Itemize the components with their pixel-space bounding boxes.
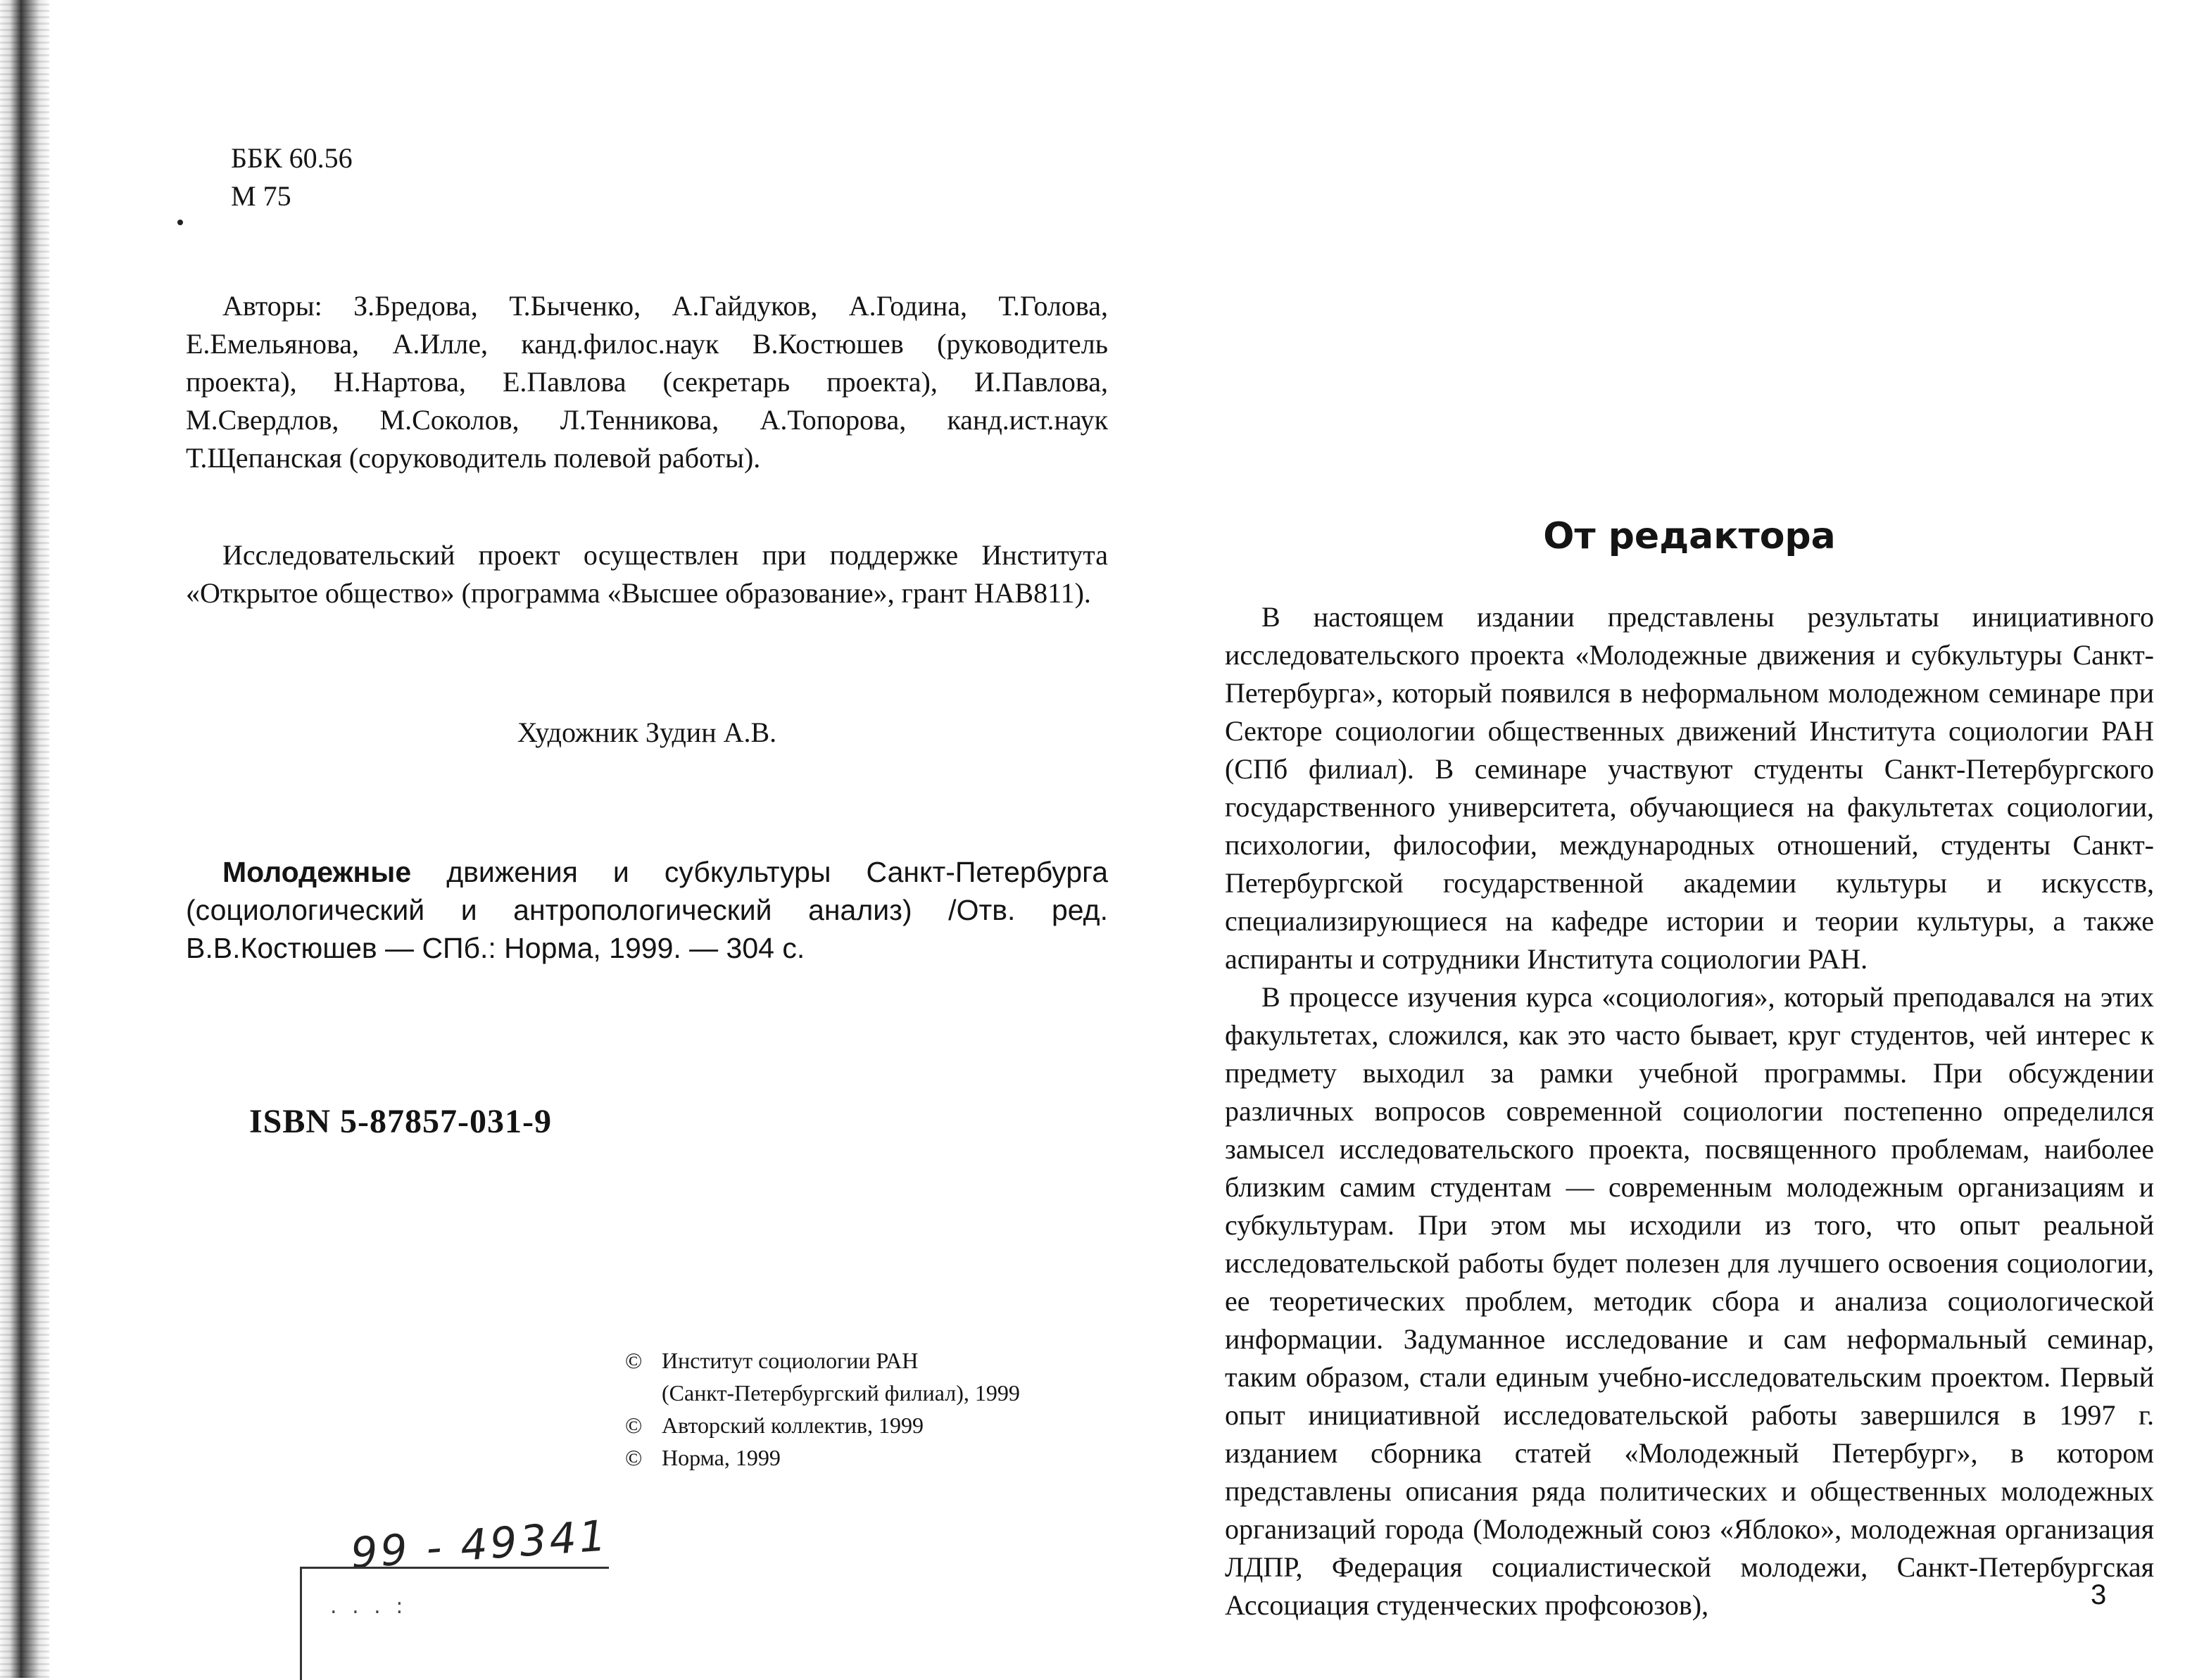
isbn: ISBN 5-87857-031-9 [249,1103,553,1140]
authors-list: Авторы: З.Бредова, Т.Быченко, А.Гайдуков, А.Година, Т.Голова, Е.Емельянова, А.Илле, канд.филос.наук В.Костюшев (руководитель проекта), Н.Нартова, Е.Павлова (секретарь проекта), И.Павлова, М.Свердлов, М.Соколов, Л.Тенникова, А.Топорова, канд.ист.наук Т.Щепанская (соруководитель полевой работы). [186,290,1108,474]
copyright-symbol: © [625,1413,643,1438]
copyright-line-publisher: Норма, 1999 [662,1445,781,1470]
library-stamp [300,1567,609,1680]
page-number: 3 [2091,1579,2107,1610]
copyright-block [625,1344,1020,1474]
project-support-note: Исследовательский проект осуществлен при поддержке Института «Открытое общество» (программа «Высшее образование», грант HAB811). [186,539,1108,609]
copyright-line-institute: Институт социологии РАН [662,1348,919,1373]
bbk-code: ББК 60.56 [231,142,353,174]
bibliographic-record [186,853,1108,967]
copyright-line-institute-cont: (Санкт-Петербургский филиал), 1999 [662,1380,1020,1406]
biblio-rest: движения и субкультуры Санкт-Петербурга (социологический и антропологический анализ) /Отв. ред. В.В.Костюшев — СПб.: Норма, 1999. — 304 с. [186,856,1108,964]
copyright-symbol: © [625,1348,643,1373]
copyright-symbol: © [625,1445,643,1470]
book-binding-edge [0,0,49,1678]
stamp-marks: . . . : [330,1594,408,1619]
author-mark: М 75 [231,180,291,212]
artist-credit: Художник Зудин А.В. [517,716,777,748]
section-title: От редактора [1543,515,1836,557]
handwritten-inventory-number: 99 - 49341 [349,1511,611,1579]
print-dot [177,220,183,225]
biblio-title-word: Молодежные [222,856,412,888]
foreword-paragraph-2: В процессе изучения курса «социология», который преподавался на этих факультетах, сложился, как это часто бывает, круг студентов, чей интерес к предмету выходил за рамки учебной программы. При обсуждении различных вопросов современной социологии постепенно определился замысел исследовательского проекта, посвященного проблемам, наиболее близким самим студентам — современным молодежным организациям и субкультурам. При этом мы исходили из того, что опыт реальной исследовательской работы будет полезен для лучшего освоения социологии, ее теоретических проблем, методик сбора и анализа социологической информации. Задуманное исследование и сам неформальный семинар, таким образом, стали единым учебно-исследовательским проектом. Первый опыт инициативной исследовательской работы завершился в 1997 г. изданием сборника статей «Молодежный Петербург», в котором представлены описания ряда политических и общественных молодежных организаций города (Молодежный союз «Яблоко», молодежная организация ЛДПР, Федерация социалистической молодежи, Санкт-Петербургская Ассоциация студенческих профсоюзов), [1225,981,2154,1621]
classification-block [231,139,353,215]
editor-foreword-body [1225,598,2154,1624]
foreword-paragraph-1: В настоящем издании представлены результаты инициативного исследовательского проекта «Молодежные движения и субкультуры Санкт-Петербурга», который появился в неформальном молодежном семинаре при Секторе социологии общественных движений Института социологии РАН (СПб филиал). В семинаре участвуют студенты Санкт-Петербургского государственного университета, обучающиеся на факультетах социологии, психологии, философии, международных отношений, студенты Санкт-Петербургской государственной академии культуры и искусств, специализирующиеся на кафедре истории и теории культуры, а также аспиранты и сотрудники Института социологии РАН. [1225,601,2154,975]
copyright-line-authors: Авторский коллектив, 1999 [662,1413,924,1438]
